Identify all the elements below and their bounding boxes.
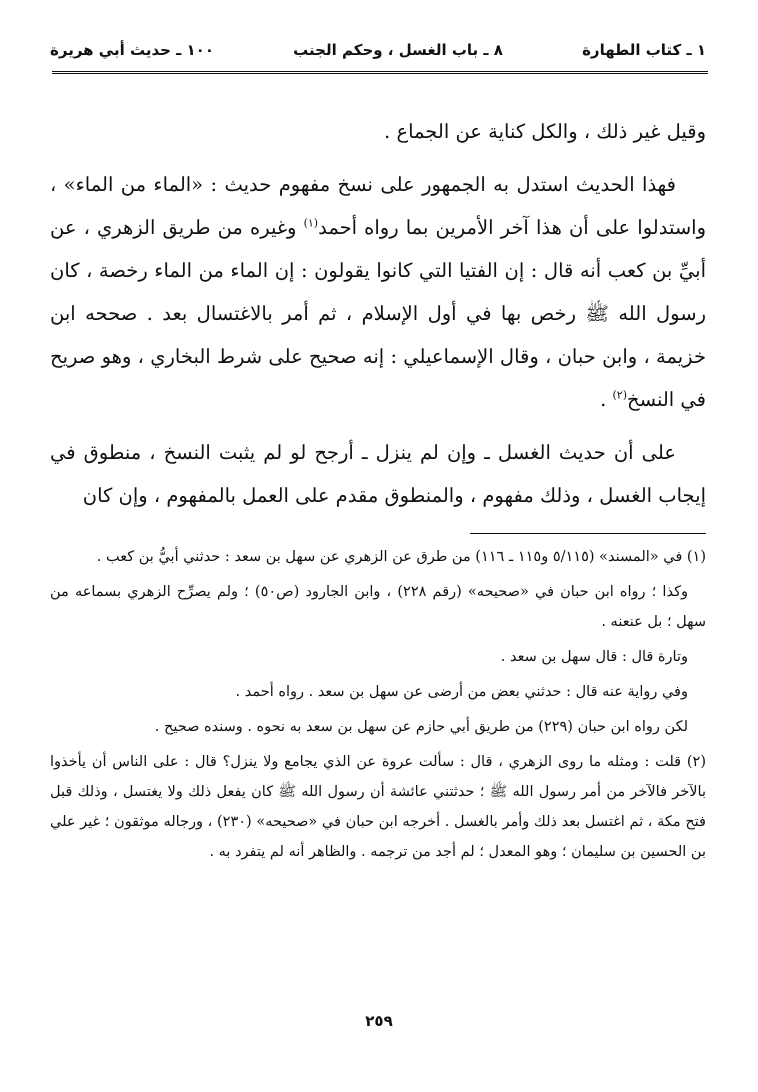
running-header <box>50 32 706 68</box>
footnote-2: (٢) قلت : ومثله ما روى الزهري ، قال : سألت عروة عن الذي يجامع ولا ينزل؟ قال : على الناس أن يأخذوا بالآخر فالآخر من أمر رسول الله ﷺ ؛ حدثتني عائشة أن رسول الله ﷺ كان يفعل ذلك ولا يغتسل ، وذلك قبل فتح مكة ، ثم اغتسل بعد ذلك وأمر بالغسل . أخرجه ابن حبان في «صحيحه» (٢٣٠) ، ورجاله موثقون ؛ غير علي بن الحسين بن سليمان ؛ وهو المعدل ؛ لم أجد من ترجمه . والظاهر أنه لم يتفرد به . <box>50 754 706 860</box>
paragraph-3: على أن حديث الغسل ـ وإن لم ينزل ـ أرجح لو لم يثبت النسخ ، منطوق في إيجاب الغسل ، وذلك مفهوم ، والمنطوق مقدم على العمل بالمفهوم ، وإن كان <box>50 441 706 507</box>
footnote-ref-2: (٢) <box>612 388 627 402</box>
footnote-1-line-2: وكذا ؛ رواه ابن حبان في «صحيحه» (رقم ٢٢٨) ، وابن الجارود (ص٥٠) ؛ ولم يصرِّح الزهري بسماعه من سهل ؛ بل عنعنه . <box>50 584 706 630</box>
header-divider <box>52 71 708 74</box>
header-hadith-title: ١٠٠ ـ حديث أبي هريرة <box>50 41 214 59</box>
footnote-1-line-4: وفي رواية عنه قال : حدثني بعض من أرضى عن سهل بن سعد . رواه أحمد . <box>235 684 688 700</box>
footnote-ref-1: (١) <box>303 216 319 230</box>
footnote-divider <box>470 533 706 534</box>
footnotes <box>50 542 706 872</box>
footnote-1-line-5: لكن رواه ابن حبان (٢٢٩) من طريق أبي حازم عن سهل بن سعد به نحوه . وسنده صحيح . <box>154 719 688 735</box>
header-book-title: ١ ـ كتاب الطهارة <box>582 41 706 59</box>
paragraph-2-part-b: وغيره من طريق الزهري ، عن أبيِّ بن كعب أنه قال : إن الفتيا التي كانوا يقولون : إن الماء من الماء رخصة ، كان رسول الله ﷺ رخص بها في أول الإسلام ، ثم أمر بالاغتسال بعد . صححه ابن خزيمة ، وابن حبان ، وقال الإسماعيلي : إنه صحيح على شرط البخاري ، وهو صريح في النسخ <box>50 216 706 411</box>
footnote-1-line-1: (١) في «المسند» (٥/١١٥ و١١٥ ـ ١١٦) من طرق عن الزهري عن سهل بن سعد : حدثني أبيُّ بن كعب . <box>96 549 706 565</box>
paragraph-2-part-a: فهذا الحديث استدل به الجمهور على نسخ مفهوم حديث : «الماء من الماء» ، واستدلوا على أن هذا آخر الأمرين بما رواه أحمد <box>50 173 706 239</box>
footnote-1-line-3: وتارة قال : قال سهل بن سعد . <box>500 649 688 665</box>
page-number: ٢٥٩ <box>365 1012 393 1030</box>
paragraph-1: وقيل غير ذلك ، والكل كناية عن الجماع . <box>384 120 706 143</box>
header-chapter-title: ٨ ـ باب الغسل ، وحكم الجنب <box>293 41 503 59</box>
paragraph-2-part-c: . <box>600 388 613 411</box>
main-text <box>50 110 706 527</box>
paragraph-2 <box>50 163 706 421</box>
